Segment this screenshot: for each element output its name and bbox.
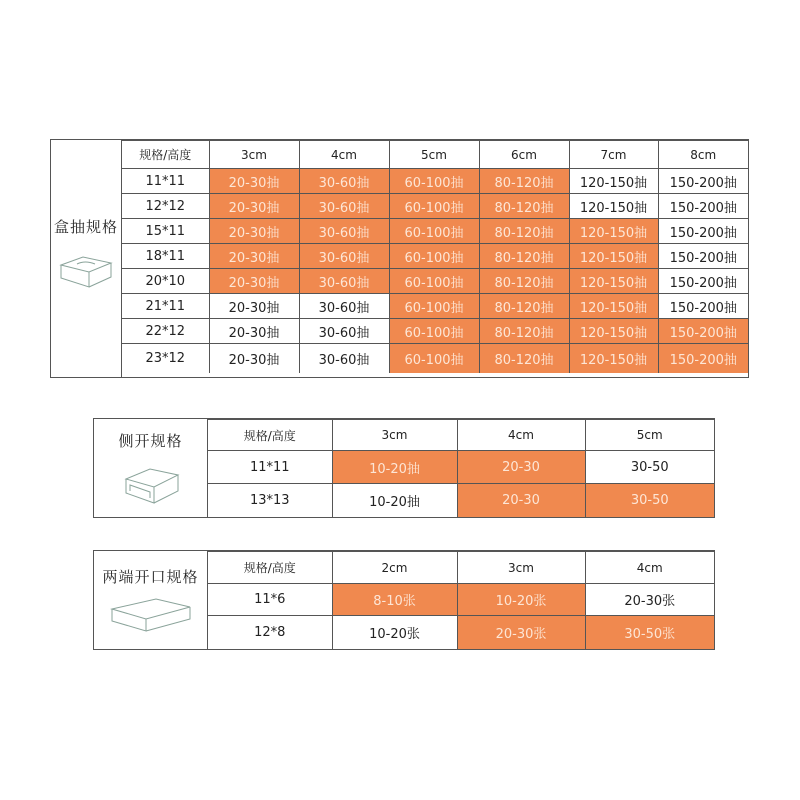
highlighted-cell: 80-120抽 bbox=[479, 169, 569, 194]
size-cell: 23*12 bbox=[122, 344, 209, 373]
column-header: 5cm bbox=[389, 141, 479, 169]
size-cell: 15*11 bbox=[122, 219, 209, 244]
column-header: 4cm bbox=[585, 552, 714, 584]
size-cell: 13*13 bbox=[208, 484, 332, 517]
column-header: 6cm bbox=[479, 141, 569, 169]
column-header: 7cm bbox=[569, 141, 658, 169]
highlighted-cell: 150-200抽 bbox=[658, 344, 748, 373]
corner-header: 规格/高度 bbox=[208, 552, 332, 584]
header-row bbox=[208, 420, 714, 451]
size-cell: 18*11 bbox=[122, 244, 209, 269]
highlighted-cell: 80-120抽 bbox=[479, 319, 569, 344]
size-cell: 11*6 bbox=[208, 584, 332, 616]
table-row bbox=[122, 219, 748, 244]
highlighted-cell: 20-30张 bbox=[457, 616, 585, 649]
column-header: 4cm bbox=[457, 420, 585, 451]
table-cell: 10-20抽 bbox=[332, 484, 457, 517]
size-cell: 11*11 bbox=[122, 169, 209, 194]
highlighted-cell: 30-50张 bbox=[585, 616, 714, 649]
highlighted-cell: 8-10张 bbox=[332, 584, 457, 616]
table-row bbox=[208, 616, 714, 649]
spec-table bbox=[208, 551, 714, 649]
table-cell: 10-20张 bbox=[332, 616, 457, 649]
highlighted-cell: 60-100抽 bbox=[389, 244, 479, 269]
highlighted-cell: 30-60抽 bbox=[299, 219, 389, 244]
table-cell: 150-200抽 bbox=[658, 269, 748, 294]
column-header: 2cm bbox=[332, 552, 457, 584]
highlighted-cell: 20-30抽 bbox=[209, 194, 299, 219]
table-cell: 30-60抽 bbox=[299, 294, 389, 319]
column-header: 4cm bbox=[299, 141, 389, 169]
size-cell: 11*11 bbox=[208, 451, 332, 484]
table-row bbox=[122, 294, 748, 319]
highlighted-cell: 120-150抽 bbox=[569, 344, 658, 373]
table-row bbox=[208, 584, 714, 616]
highlighted-cell: 60-100抽 bbox=[389, 269, 479, 294]
table-cell: 150-200抽 bbox=[658, 169, 748, 194]
highlighted-cell: 150-200抽 bbox=[658, 319, 748, 344]
highlighted-cell: 60-100抽 bbox=[389, 219, 479, 244]
highlighted-cell: 20-30抽 bbox=[209, 244, 299, 269]
table-cell: 20-30抽 bbox=[209, 294, 299, 319]
highlighted-cell: 120-150抽 bbox=[569, 219, 658, 244]
table-cell: 150-200抽 bbox=[658, 219, 748, 244]
highlighted-cell: 10-20抽 bbox=[332, 451, 457, 484]
side-opening-spec-section bbox=[93, 418, 715, 518]
highlighted-cell: 80-120抽 bbox=[479, 194, 569, 219]
table-cell: 150-200抽 bbox=[658, 294, 748, 319]
highlighted-cell: 60-100抽 bbox=[389, 294, 479, 319]
highlighted-cell: 120-150抽 bbox=[569, 244, 658, 269]
tissue-box-end-opening-icon bbox=[106, 595, 196, 635]
section-label: 盒抽规格 bbox=[53, 218, 118, 236]
highlighted-cell: 120-150抽 bbox=[569, 294, 658, 319]
table-row bbox=[122, 194, 748, 219]
table-row bbox=[122, 169, 748, 194]
highlighted-cell: 60-100抽 bbox=[389, 194, 479, 219]
highlighted-cell: 10-20张 bbox=[457, 584, 585, 616]
column-header: 8cm bbox=[658, 141, 748, 169]
table-row bbox=[122, 319, 748, 344]
spec-table bbox=[122, 140, 748, 373]
highlighted-cell: 80-120抽 bbox=[479, 269, 569, 294]
table-row bbox=[208, 451, 714, 484]
section-label: 两端开口规格 bbox=[102, 568, 199, 586]
size-cell: 21*11 bbox=[122, 294, 209, 319]
header-row bbox=[208, 552, 714, 584]
corner-header: 规格/高度 bbox=[208, 420, 332, 451]
highlighted-cell: 80-120抽 bbox=[479, 344, 569, 373]
table-row bbox=[122, 269, 748, 294]
table-cell: 150-200抽 bbox=[658, 194, 748, 219]
column-header: 3cm bbox=[332, 420, 457, 451]
table-cell: 20-30张 bbox=[585, 584, 714, 616]
highlighted-cell: 120-150抽 bbox=[569, 269, 658, 294]
highlighted-cell: 20-30抽 bbox=[209, 269, 299, 294]
highlighted-cell: 20-30 bbox=[457, 484, 585, 517]
box-tissue-spec-section bbox=[50, 139, 749, 378]
tissue-box-side-opening-icon bbox=[120, 461, 182, 507]
highlighted-cell: 80-120抽 bbox=[479, 219, 569, 244]
table-cell: 30-50 bbox=[585, 451, 714, 484]
highlighted-cell: 30-60抽 bbox=[299, 194, 389, 219]
table-cell: 30-60抽 bbox=[299, 344, 389, 373]
size-cell: 12*8 bbox=[208, 616, 332, 649]
highlighted-cell: 30-60抽 bbox=[299, 169, 389, 194]
highlighted-cell: 20-30抽 bbox=[209, 219, 299, 244]
tissue-box-top-opening-icon bbox=[57, 251, 115, 291]
corner-header: 规格/高度 bbox=[122, 141, 209, 169]
highlighted-cell: 30-50 bbox=[585, 484, 714, 517]
highlighted-cell: 30-60抽 bbox=[299, 269, 389, 294]
highlighted-cell: 80-120抽 bbox=[479, 244, 569, 269]
table-cell: 120-150抽 bbox=[569, 169, 658, 194]
table-row bbox=[208, 484, 714, 517]
section-label-column bbox=[51, 140, 122, 377]
two-end-opening-spec-section bbox=[93, 550, 715, 650]
highlighted-cell: 80-120抽 bbox=[479, 294, 569, 319]
highlighted-cell: 20-30 bbox=[457, 451, 585, 484]
column-header: 3cm bbox=[457, 552, 585, 584]
size-cell: 22*12 bbox=[122, 319, 209, 344]
section-label-column bbox=[94, 419, 208, 517]
column-header: 3cm bbox=[209, 141, 299, 169]
highlighted-cell: 60-100抽 bbox=[389, 319, 479, 344]
highlighted-cell: 60-100抽 bbox=[389, 344, 479, 373]
table-cell: 120-150抽 bbox=[569, 194, 658, 219]
spec-table bbox=[208, 419, 714, 517]
section-label: 侧开规格 bbox=[118, 432, 183, 450]
highlighted-cell: 60-100抽 bbox=[389, 169, 479, 194]
size-cell: 20*10 bbox=[122, 269, 209, 294]
section-label-column bbox=[94, 551, 208, 649]
header-row bbox=[122, 141, 748, 169]
highlighted-cell: 20-30抽 bbox=[209, 169, 299, 194]
table-row bbox=[122, 244, 748, 269]
table-cell: 20-30抽 bbox=[209, 319, 299, 344]
table-cell: 150-200抽 bbox=[658, 244, 748, 269]
highlighted-cell: 120-150抽 bbox=[569, 319, 658, 344]
column-header: 5cm bbox=[585, 420, 714, 451]
table-row bbox=[122, 344, 748, 373]
table-cell: 20-30抽 bbox=[209, 344, 299, 373]
size-cell: 12*12 bbox=[122, 194, 209, 219]
highlighted-cell: 30-60抽 bbox=[299, 244, 389, 269]
table-cell: 30-60抽 bbox=[299, 319, 389, 344]
